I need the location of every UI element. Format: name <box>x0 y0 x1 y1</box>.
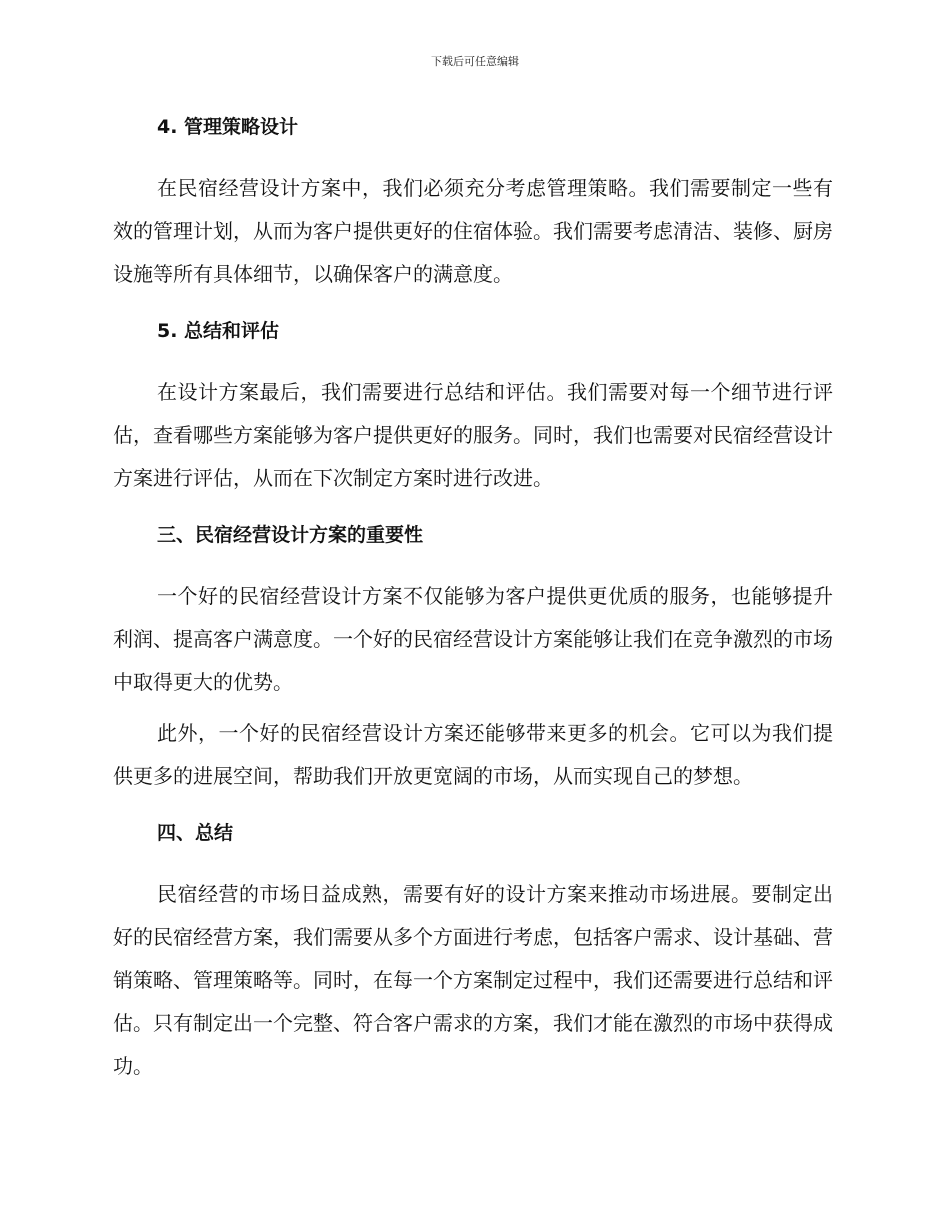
section-heading-conclusion: 四、总结 <box>157 822 234 844</box>
document-body <box>113 112 833 1088</box>
paragraph: 在设计方案最后，我们需要进行总结和评估。我们需要对每一个细节进行评估，查看哪些方案能够为客户提供更好的服务。同时，我们也需要对民宿经营设计方案进行评估，从而在下次制定方案时进行改进。 <box>113 380 833 490</box>
paragraph: 在民宿经营设计方案中，我们必须充分考虑管理策略。我们需要制定一些有效的管理计划，从而为客户提供更好的住宿体验。我们需要考虑清洁、装修、厨房设施等所有具体细节，以确保客户的满意度。 <box>113 176 833 286</box>
section-heading-importance: 三、民宿经营设计方案的重要性 <box>157 524 424 546</box>
section-heading-summary-evaluation: 5. 总结和评估 <box>157 320 280 342</box>
paragraph: 民宿经营的市场日益成熟，需要有好的设计方案来推动市场进展。要制定出好的民宿经营方案，我们需要从多个方面进行考虑，包括客户需求、设计基础、营销策略、管理策略等。同时，在每一个方案制定过程中，我们还需要进行总结和评估。只有制定出一个完整、符合客户需求的方案，我们才能在激烈的市场中获得成功。 <box>113 882 833 1078</box>
paragraph: 此外，一个好的民宿经营设计方案还能够带来更多的机会。它可以为我们提供更多的进展空间，帮助我们开放更宽阔的市场，从而实现自己的梦想。 <box>113 721 833 788</box>
paragraph: 一个好的民宿经营设计方案不仅能够为客户提供更优质的服务，也能够提升利润、提高客户满意度。一个好的民宿经营设计方案能够让我们在竞争激烈的市场中取得更大的优势。 <box>113 584 833 694</box>
section-heading-management-strategy: 4. 管理策略设计 <box>157 116 299 138</box>
header-note: 下载后可任意编辑 <box>431 55 519 68</box>
